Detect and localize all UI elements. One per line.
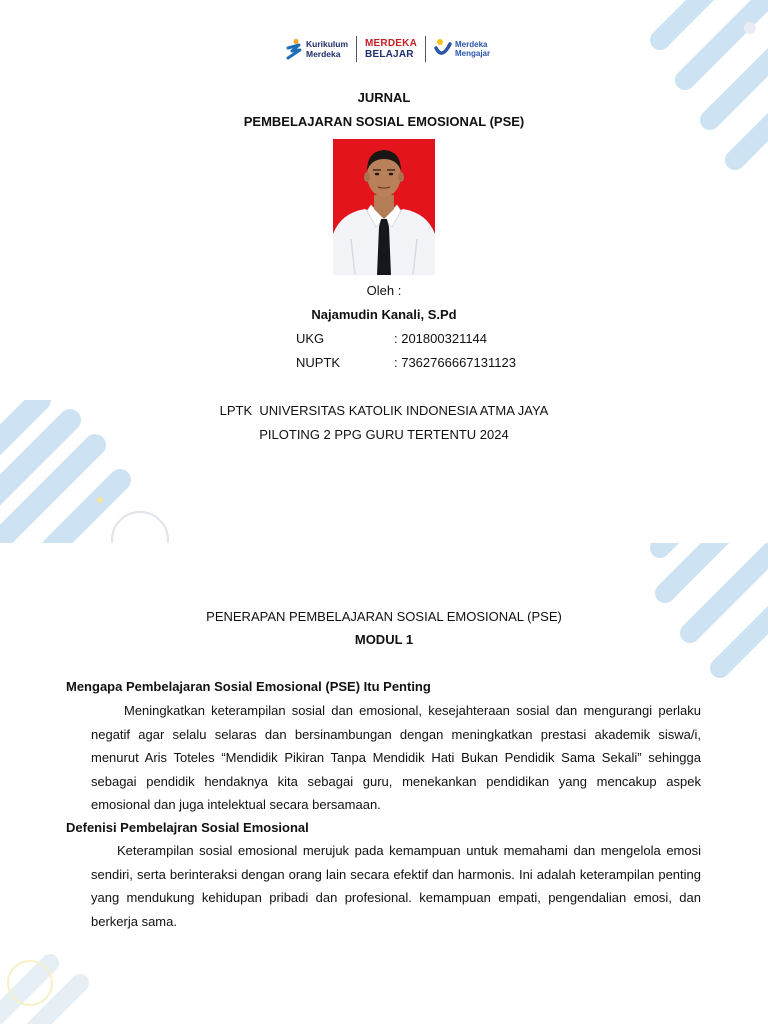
- module-title: PENERAPAN PEMBELAJARAN SOSIAL EMOSIONAL (PSE): [206, 609, 562, 624]
- merdeka-mengajar-icon: [434, 38, 452, 60]
- merdeka-label: Merdeka: [306, 49, 341, 59]
- journal-title: JURNAL: [357, 90, 411, 105]
- author-portrait-icon: [333, 139, 435, 275]
- merdeka-mengajar-logo: [434, 38, 490, 60]
- program-name: PILOTING 2 PPG GURU TERTENTU 2024: [259, 427, 509, 442]
- section1-paragraph: Meningkatkan keterampilan sosial dan emosional, kesejahteraan sosial dan mengurangi perlaku negatif agar selalu selaras dan bersinambungan dengan meningkatkan prestasi akademik siswa/i, menurut Aris Toteles “Mendidik Pikiran Tanpa Mendidik Hati Bukan Pendidik Sama Sekali” sehingga sebagai pendidik hendaknya kita sebagai guru, menekankan pendidikan yang mencakup aspek emosional dan juga intelektual secara bersamaan.: [91, 703, 701, 812]
- author-name: Najamudin Kanali, S.Pd: [311, 307, 457, 322]
- decorative-stripes-bottom-left: [0, 943, 140, 1024]
- ukg-value: : 201800321144: [394, 331, 488, 346]
- logo-divider: [425, 36, 426, 62]
- merdeka-belajar-logo: [365, 38, 417, 60]
- module-number: MODUL 1: [354, 632, 414, 647]
- merdeka-belajar-line1: MERDEKA: [365, 38, 417, 49]
- institution-name: LPTK UNIVERSITAS KATOLIK INDONESIA ATMA JAYA: [219, 403, 549, 418]
- logo-bar: [286, 34, 490, 64]
- kurikulum-merdeka-icon: [286, 38, 302, 60]
- module-page: [0, 543, 768, 1024]
- ukg-label: UKG: [296, 331, 325, 346]
- decorative-stripes-bottom-left: [0, 400, 200, 543]
- merdeka-mengajar-line1: Merdeka: [455, 40, 488, 49]
- merdeka-mengajar-line2: Mengajar: [455, 49, 491, 58]
- author-photo: [333, 139, 435, 275]
- journal-subtitle: PEMBELAJARAN SOSIAL EMOSIONAL (PSE): [243, 114, 525, 129]
- nuptk-label: NUPTK: [296, 355, 341, 370]
- section1-heading: Mengapa Pembelajaran Sosial Emosional (PSE) Itu Penting: [66, 679, 431, 694]
- logo-divider: [356, 36, 357, 62]
- section2-heading: Defenisi Pembelajran Sosial Emosional: [66, 820, 309, 835]
- kurikulum-merdeka-logo: [286, 38, 348, 60]
- by-label: Oleh :: [366, 283, 402, 298]
- nuptk-value: : 7362766667131123: [394, 355, 516, 370]
- kurikulum-label: Kurikulum: [306, 39, 349, 49]
- section2-paragraph: Keterampilan sosial emosional merujuk pada kemampuan untuk memahami dan mengelola emosi sendiri, serta berinteraksi dengan orang lain secara efektif dan harmonis. Ini adalah keterampilan penting yang mendukung kehidupan pribadi dan profesional. kemampuan empati, pengendalian emosi, dan berkerja sama.: [91, 843, 701, 929]
- merdeka-belajar-line2: BELAJAR: [365, 49, 414, 60]
